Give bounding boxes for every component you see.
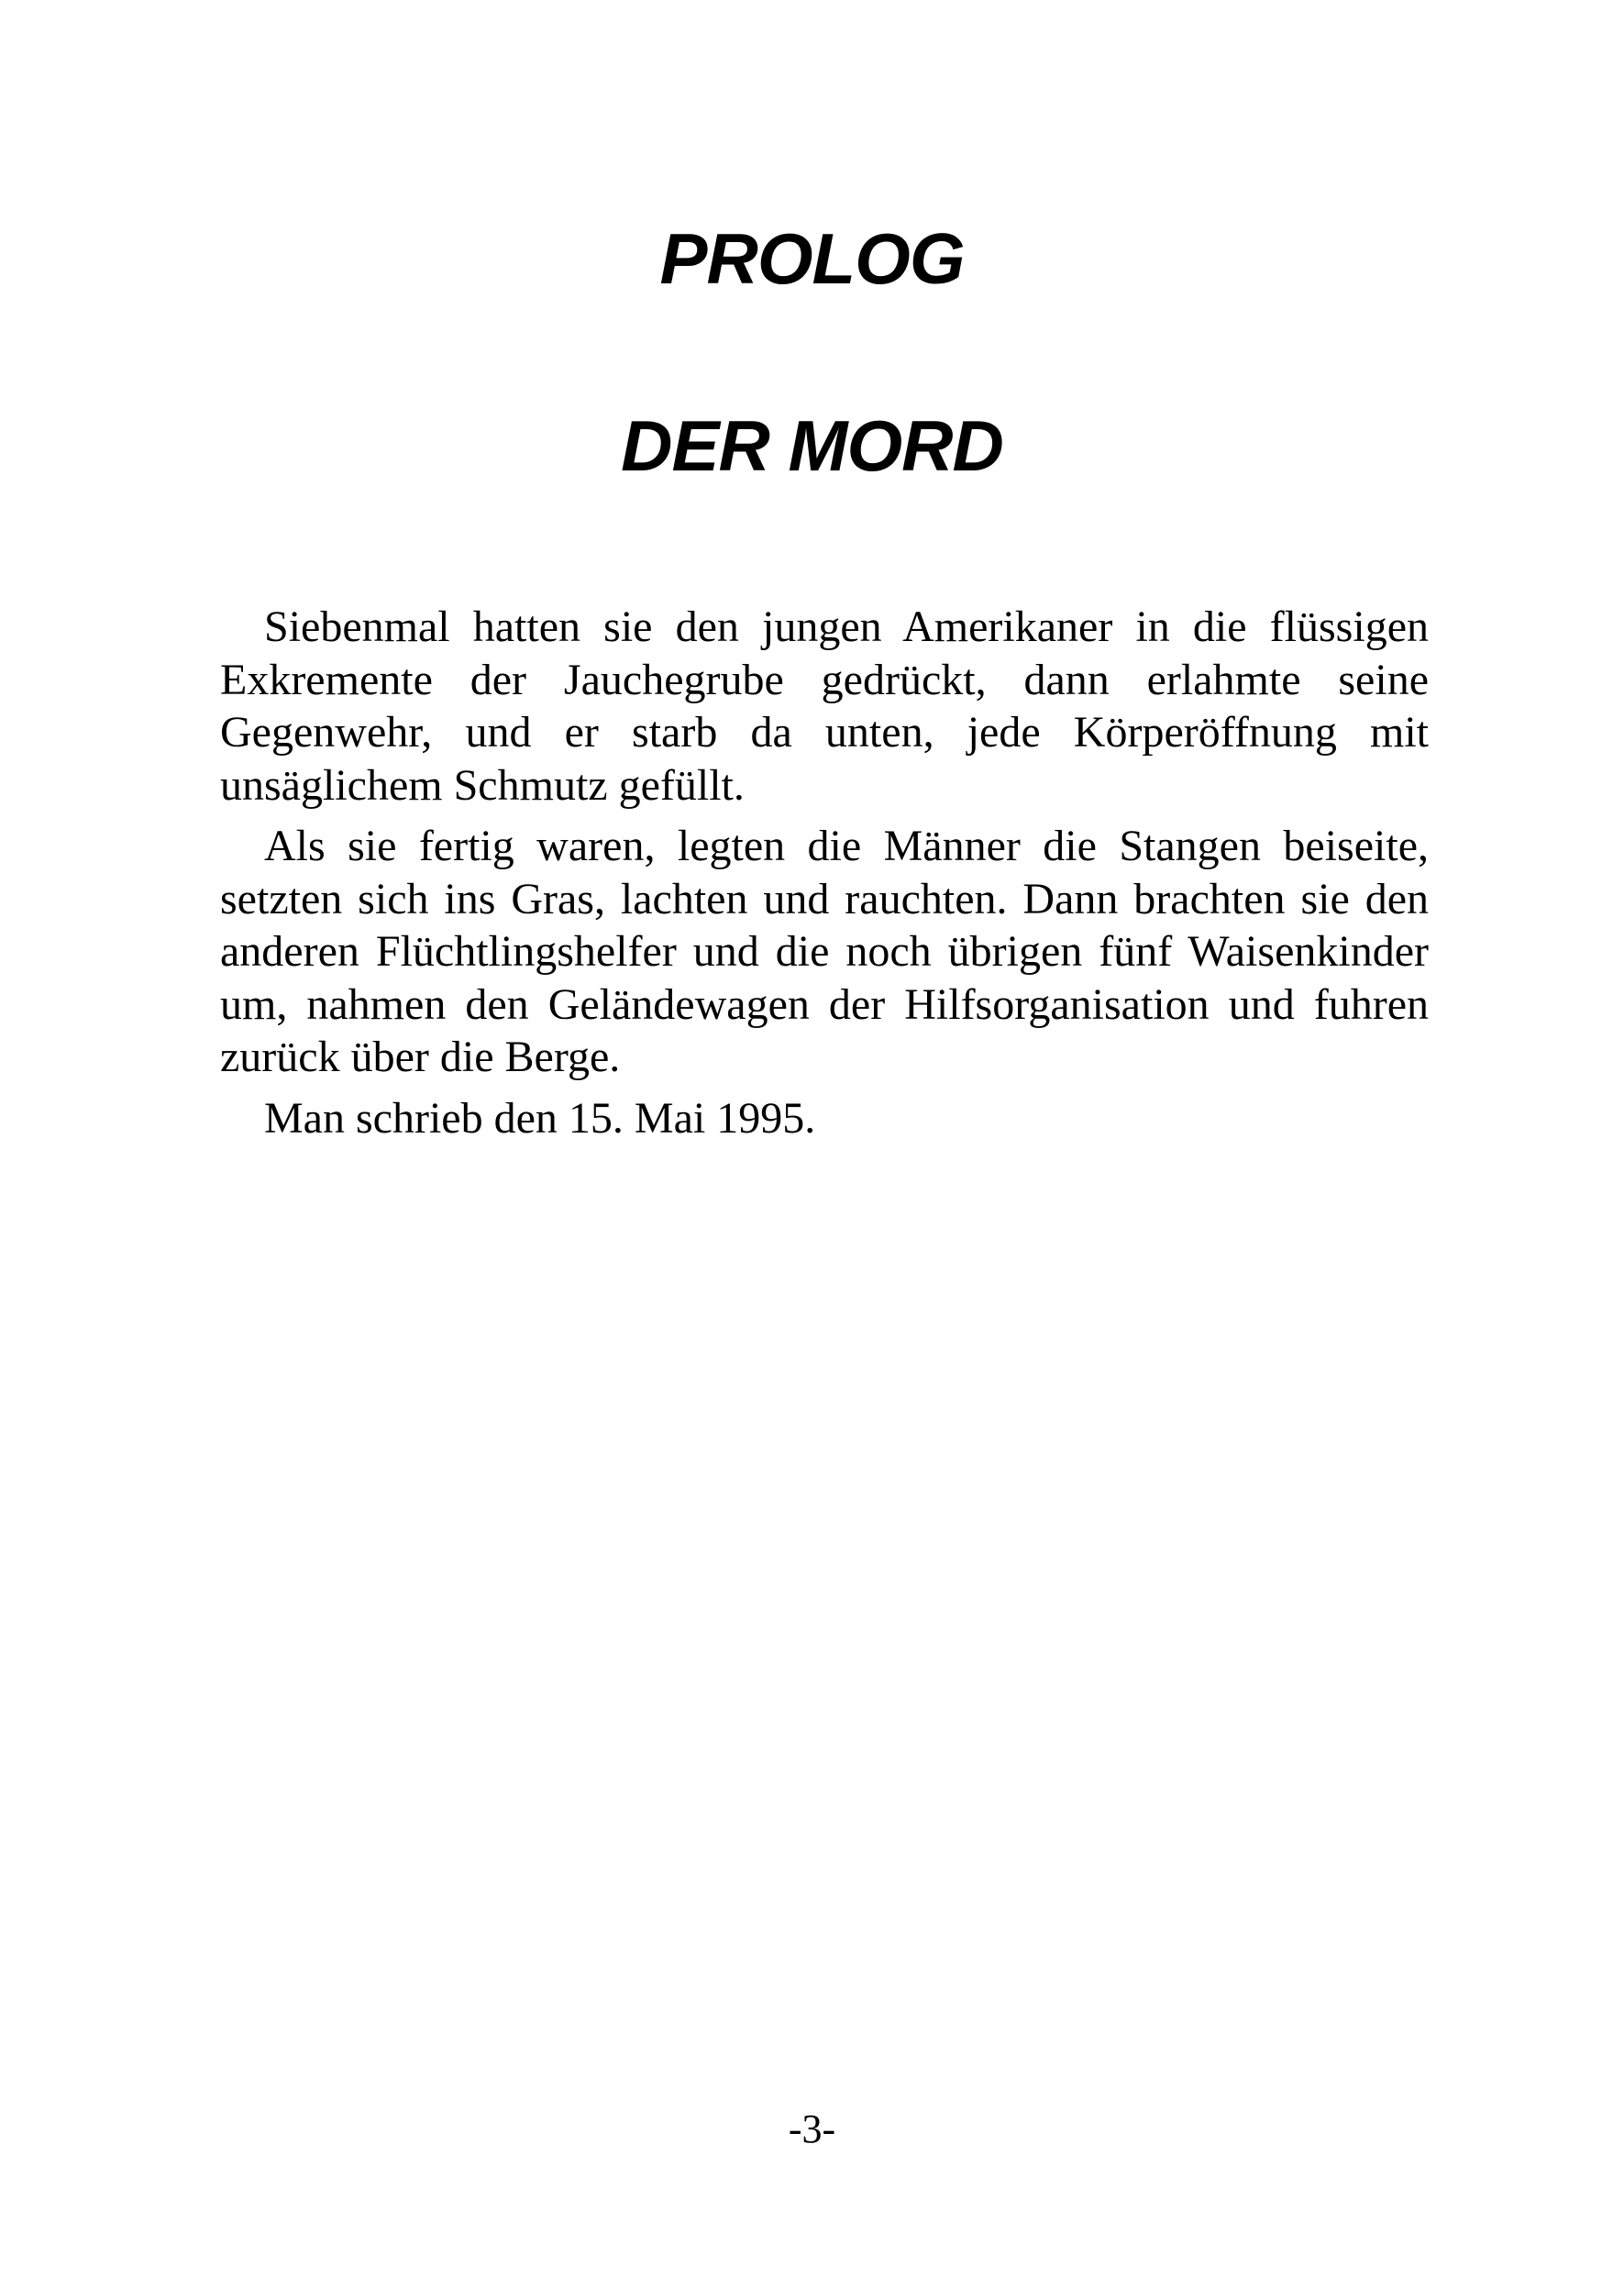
body-text bbox=[220, 601, 1429, 1153]
page-number: -3- bbox=[788, 2106, 836, 2151]
paragraph: Als sie fertig waren, legten die Männer die Stangen beiseite, setzten sich ins Gras, lachten und rauchten. Dann brachten sie den anderen Flüchtlingshelfer und die noch übrigen fünf Waisenkinder um, nahmen den Geländewagen der Hilfsorganisation und fuhren zurück über die Berge. bbox=[220, 822, 1429, 1081]
paragraph: Man schrieb den 15. Mai 1995. bbox=[264, 1093, 816, 1143]
chapter-label: PROLOG bbox=[659, 218, 965, 299]
paragraph: Siebenmal hatten sie den jungen Amerikaner in die flüssigen Exkremente der Jauchegrube gedrückt, dann erlahmte seine Gegenwehr, und er starb da unten, jede Körperöffnung mit unsäglichem Schmutz gefüllt. bbox=[220, 602, 1429, 810]
chapter-title: DER MORD bbox=[621, 405, 1003, 486]
